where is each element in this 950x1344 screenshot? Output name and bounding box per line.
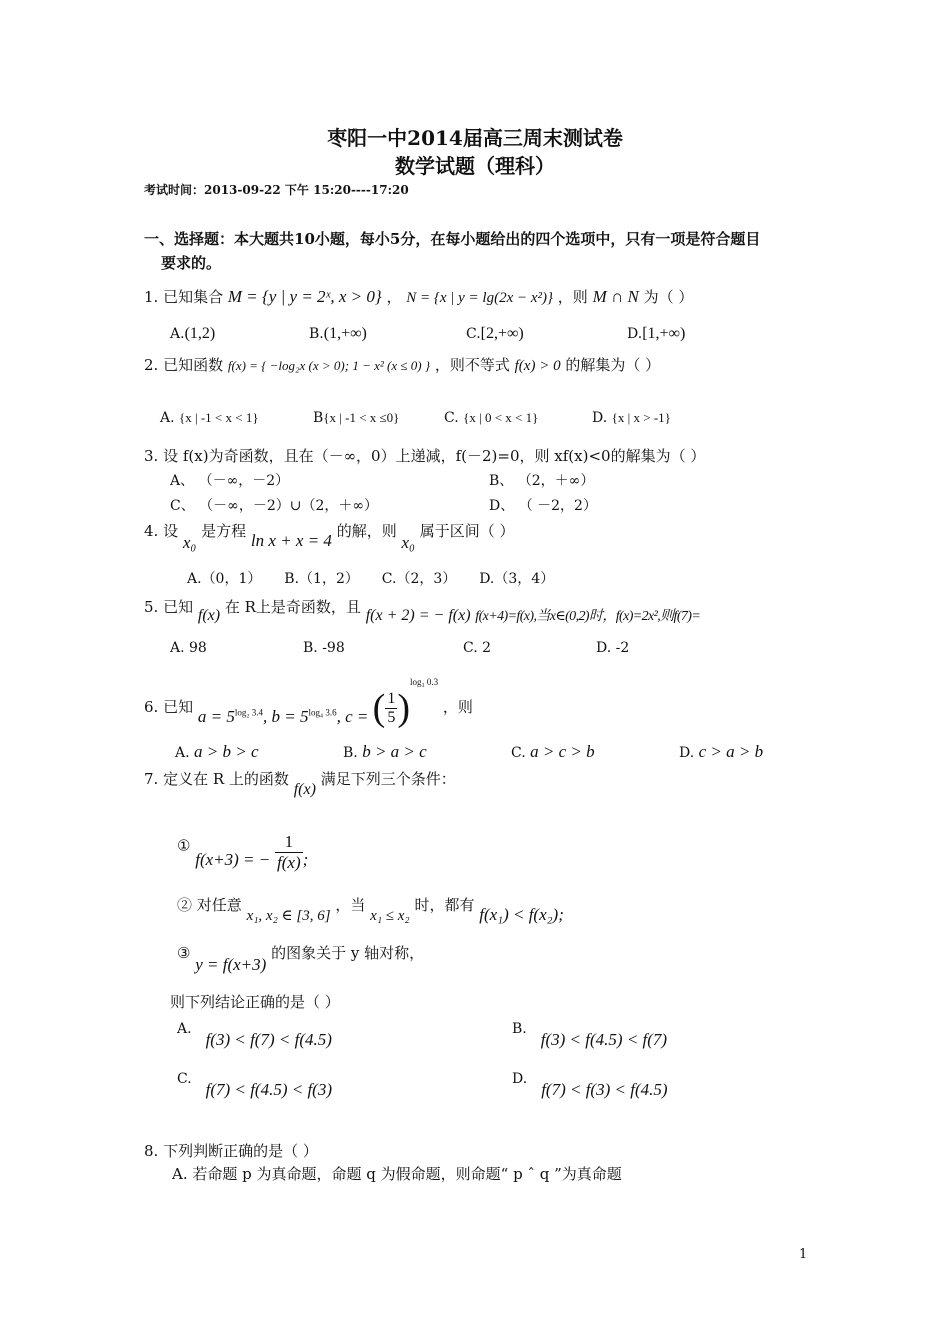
q5-condition: f(x + 2) = − f(x): [365, 607, 471, 624]
q4-variable-2: x₀: [401, 533, 415, 552]
option-label: C.: [511, 745, 526, 761]
option-label: D.: [679, 745, 695, 761]
option-value: c > a > b: [698, 742, 764, 761]
q6-c-value: ( $\frac{1}{5}$ )$^{log_3 0.3}$: [372, 677, 439, 729]
condition-marker: ② 对任意: [177, 896, 242, 914]
option-label: A.: [170, 640, 185, 656]
q4-mid1: 是方程: [201, 522, 247, 540]
q7-prefix: 7. 定义在 R 上的函数: [144, 770, 289, 788]
q5-prefix: 5. 已知: [144, 598, 194, 616]
q6-option-a: [175, 742, 259, 762]
q7-condition-2: [177, 894, 564, 924]
q7-question: 则下列结论正确的是（ ）: [170, 993, 340, 1011]
question-8: 8. 下列判断正确的是（ ）: [144, 1142, 318, 1160]
q1-set-n: N = {x | y = lg(2x − x²)}: [406, 290, 554, 306]
option-label: A.: [160, 410, 175, 426]
option-value: {x | 0 < x < 1}: [463, 410, 539, 425]
q4-option-c: C.（2，3）: [381, 571, 457, 587]
q4-option-b: B.（1，2）: [284, 571, 359, 587]
q4-variable: x₀: [182, 533, 197, 552]
document-subtitle: 数学试题（理科）: [395, 154, 555, 178]
q6-option-d: [679, 742, 763, 762]
q2-option-d: [592, 410, 671, 426]
q2-option-c: [444, 410, 538, 426]
q1-comma: ，: [386, 288, 402, 306]
condition-1-end: ;: [302, 849, 309, 869]
option-value: （－∞，－2）∪（2，＋∞）: [199, 498, 379, 514]
q5-option-a: [170, 640, 207, 656]
option-label: C、: [170, 498, 195, 514]
condition-1-fraction: $\frac{1}{f(x)}$: [277, 832, 301, 872]
option-label: C.: [466, 326, 481, 342]
q2-prefix: 2. 已知函数: [144, 356, 224, 374]
q3-option-c: [170, 495, 378, 515]
section-heading-cont: 要求的。: [161, 254, 222, 272]
q1-prefix: 1. 已知集合: [144, 288, 224, 306]
option-value: （ －2，2）: [518, 498, 597, 514]
q2-option-a: [160, 410, 259, 426]
q4-options: [187, 568, 554, 588]
option-label: B.: [309, 326, 324, 342]
q5-fx: f(x): [197, 607, 221, 624]
option-label: C.: [177, 1071, 192, 1087]
option-label: B、: [489, 473, 514, 489]
q2-suffix: 的解集为（ ）: [565, 356, 661, 374]
condition-2-vars: x₁, x₂ ∈ [3, 6]: [246, 908, 331, 924]
q1-option-b: [309, 325, 367, 343]
condition-marker: ①: [177, 836, 191, 855]
option-label: B.: [512, 1021, 527, 1037]
option-value: 2: [482, 640, 492, 656]
option-value: -98: [322, 640, 345, 656]
q3-option-d: [489, 495, 597, 515]
option-value: {x | x > -1}: [611, 410, 671, 425]
q4-mid2: 的解，则: [336, 522, 397, 540]
q2-option-b: [313, 410, 399, 426]
condition-2-mid: ，当: [335, 896, 366, 914]
q3-option-a: [170, 470, 289, 490]
q4-suffix: 属于区间（ ）: [419, 522, 515, 540]
q1-option-d: [627, 325, 685, 343]
q5-mid: 在 R上是奇函数，且: [224, 598, 361, 616]
q6-a: $a = 5^{log_2 3.4}$, $b = 5^{log_4 3.6}$, c =: [197, 706, 373, 726]
option-label: C.: [444, 410, 459, 426]
condition-2-result: f(x₁) < f(x₂);: [479, 905, 564, 924]
option-value: [1,+∞): [642, 325, 686, 342]
q6-suffix: ，则: [442, 697, 473, 716]
q1-set-m: M = {y | y = 2ˣ, x > 0}: [227, 287, 382, 306]
q7-fx: f(x): [293, 781, 316, 798]
option-value: (1,+∞): [323, 325, 367, 342]
q5-option-c: [463, 640, 491, 656]
q7-option-b: [512, 1018, 668, 1049]
option-value: a > c > b: [530, 742, 595, 761]
q2-function: f(x) = { −log₂x (x > 0); 1 − x² (x ≤ 0) }: [227, 358, 431, 373]
option-label: D.: [592, 410, 608, 426]
option-value: a > b > c: [194, 742, 259, 761]
q7-condition-3: [177, 942, 425, 974]
option-value: {x | -1 < x < 1}: [179, 410, 259, 425]
q6-option-c: [511, 742, 595, 762]
q2-mid: ，则不等式: [434, 356, 510, 374]
option-label: B.: [303, 640, 318, 656]
q6-option-b: [343, 742, 427, 762]
condition-3-text: 的图象关于 y 轴对称，: [271, 944, 425, 962]
option-label: B.: [343, 745, 358, 761]
question-4: [144, 520, 515, 552]
option-value: f(3) < f(4.5) < f(7): [540, 1030, 668, 1049]
q8-option-a: A. 若命题 p 为真命题，命题 q 为假命题，则命题“ p ˆ q ”为真命题: [172, 1165, 622, 1183]
document-title: 枣阳一中2014届高三周末测试卷: [327, 126, 623, 150]
q7-option-d: [512, 1068, 668, 1099]
option-label: D.: [627, 326, 643, 342]
q4-equation: ln x + x = 4: [250, 531, 332, 550]
question-6: [144, 677, 473, 732]
option-value: f(7) < f(3) < f(4.5): [541, 1080, 668, 1099]
option-value: （2，＋∞）: [517, 473, 595, 489]
q1-option-a: [170, 325, 215, 343]
option-value: 98: [189, 640, 207, 656]
option-label: A.: [177, 1021, 192, 1037]
option-label: A.: [170, 326, 185, 342]
q1-option-c: [466, 325, 524, 343]
q1-mid: ，则: [557, 288, 588, 306]
q6-prefix: 6. 已知: [144, 697, 194, 716]
q7-condition-1: [177, 826, 309, 872]
q5-tail: f(x+4)=f(x),当x∈(0,2)时，f(x)=2x²,则f(7)=: [475, 609, 701, 624]
question-2: [144, 354, 660, 375]
condition-1-lhs: f(x+3) = −: [195, 849, 271, 869]
q4-prefix: 4. 设: [144, 522, 179, 540]
option-value: （－∞，－2）: [198, 473, 290, 489]
page-number: 1: [799, 1247, 808, 1262]
option-label: A、: [170, 473, 195, 489]
option-label: D、: [489, 498, 515, 514]
q3-option-b: [489, 470, 594, 490]
option-value: b > a > c: [362, 742, 427, 761]
q4-option-d: D.（3，4）: [479, 571, 555, 587]
option-label: D.: [596, 640, 612, 656]
section-heading: 一、选择题：本大题共10小题，每小5分，在每小题给出的四个选项中，只有一项是符合题目: [144, 230, 761, 248]
q1-suffix: 为（ ）: [643, 288, 694, 306]
option-label: D.: [512, 1071, 528, 1087]
option-value: f(3) < f(7) < f(4.5): [205, 1030, 332, 1049]
option-label: B: [313, 410, 324, 426]
option-label: A.: [175, 745, 190, 761]
option-value: -2: [615, 640, 630, 656]
option-value: {x | -1 < x ≤0}: [323, 410, 400, 425]
question-3: 3. 设 f(x)为奇函数，且在（－∞，0）上递减，f(－2)=0，则 xf(x)<0的解集为（ ）: [144, 447, 706, 465]
q7-option-a: [177, 1018, 332, 1049]
q2-inequality: f(x) > 0: [514, 358, 561, 374]
exam-time: 考试时间：2013-09-22 下午 15:20----17:20: [144, 183, 409, 197]
condition-3-eq: y = f(x+3): [195, 955, 267, 974]
q7-suffix: 满足下列三个条件：: [320, 770, 456, 788]
q4-option-a: A.（0，1）: [187, 571, 262, 587]
question-7: [144, 768, 456, 798]
q7-option-c: [177, 1068, 333, 1099]
q5-option-d: [596, 640, 629, 656]
q1-expression: M ∩ N: [592, 287, 639, 306]
q5-option-b: [303, 640, 345, 656]
question-5: [144, 596, 701, 624]
question-1: [144, 286, 693, 307]
option-value: (1,2): [184, 325, 216, 342]
option-value: [2,+∞): [480, 325, 524, 342]
option-label: C.: [463, 640, 478, 656]
condition-2-cond: x₁ ≤ x₂: [370, 908, 410, 924]
condition-2-mid2: 时，都有: [414, 896, 475, 914]
condition-marker: ③: [177, 944, 191, 962]
option-value: f(7) < f(4.5) < f(3): [205, 1080, 333, 1099]
